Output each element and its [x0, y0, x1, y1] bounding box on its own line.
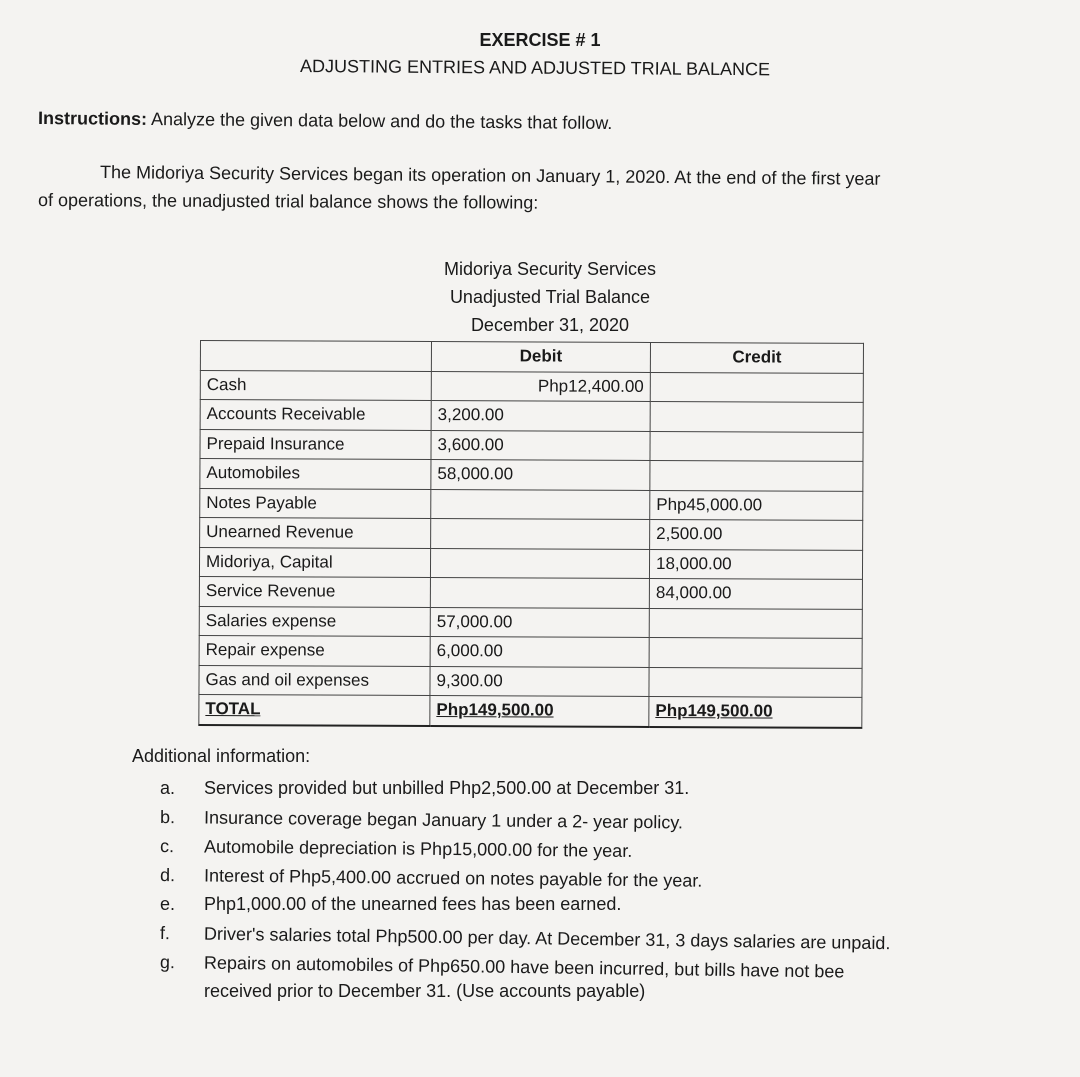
- account-name: Notes Payable: [200, 488, 431, 519]
- header-credit: Credit: [650, 342, 863, 372]
- total-credit: [649, 696, 862, 727]
- item-letter: e.: [160, 894, 176, 914]
- total-debit: [430, 696, 649, 727]
- table-row: [200, 518, 863, 550]
- item-text: Services provided but unbilled Php2,500.00 at December 31.: [204, 778, 690, 798]
- tb-company: Midoriya Security Services: [443, 259, 657, 279]
- table-row: [200, 488, 863, 520]
- debit-amount: 3,600.00: [431, 430, 650, 460]
- list-item-continuation: received prior to December 31. (Use accounts payable): [204, 981, 646, 1001]
- item-text: Interest of Php5,400.00 accrued on notes payable for the year.: [203, 865, 703, 891]
- item-letter: g.: [159, 952, 176, 973]
- item-letter: a.: [160, 778, 176, 798]
- credit-amount: [649, 608, 862, 638]
- credit-amount: [650, 372, 863, 402]
- debit-amount: [431, 489, 650, 519]
- item-text: Php1,000.00 of the unearned fees has been earned.: [204, 894, 622, 914]
- table-row: [199, 635, 862, 667]
- intro-line-1: The Midoriya Security Services began its operation on January 1, 2020. At the end of the first year: [99, 162, 881, 189]
- account-name: Midoriya, Capital: [199, 547, 430, 578]
- debit-amount: 9,300.00: [430, 666, 649, 696]
- additional-info-list: [160, 774, 1080, 1006]
- exercise-subtitle: ADJUSTING ENTRIES AND ADJUSTED TRIAL BALANCE: [299, 56, 771, 80]
- debit-amount: [431, 519, 650, 549]
- account-name: Unearned Revenue: [200, 518, 431, 549]
- instructions-text: Analyze the given data below and do the tasks that follow.: [146, 108, 613, 134]
- account-name: Gas and oil expenses: [199, 665, 430, 696]
- table-row: [199, 665, 862, 697]
- trial-balance-table: [198, 340, 864, 728]
- table-row: [200, 370, 863, 402]
- intro-line-2: of operations, the unadjusted trial balance shows the following:: [37, 190, 539, 213]
- item-letter: c.: [159, 836, 175, 857]
- credit-amount: 18,000.00: [649, 549, 862, 579]
- item-text: Driver's salaries total Php500.00 per day. At December 31, 3 days salaries are unpaid.: [203, 923, 891, 954]
- item-letter: b.: [159, 807, 176, 828]
- table-row: [199, 606, 862, 638]
- header-account: [200, 341, 431, 372]
- instructions: [38, 108, 612, 134]
- additional-info-title: Additional information:: [132, 746, 311, 766]
- total-label-text: TOTAL: [205, 699, 261, 719]
- account-name: Prepaid Insurance: [200, 429, 431, 460]
- item-text: Automobile depreciation is Php15,000.00 for the year.: [203, 836, 633, 861]
- table-header-row: [200, 341, 863, 373]
- total-row: [199, 694, 862, 727]
- total-debit-amount: Php149,500.00: [436, 700, 554, 720]
- credit-amount: [649, 637, 862, 667]
- instructions-label: Instructions:: [37, 108, 148, 129]
- total-label: [199, 694, 430, 725]
- account-name: Salaries expense: [199, 606, 430, 637]
- credit-amount: [650, 460, 863, 490]
- account-name: Automobiles: [200, 459, 431, 490]
- debit-amount: [430, 578, 649, 608]
- credit-amount: [650, 431, 863, 461]
- item-letter: f.: [159, 923, 171, 944]
- debit-amount: 6,000.00: [430, 637, 649, 667]
- account-name: Repair expense: [199, 635, 430, 666]
- account-name: Accounts Receivable: [200, 400, 431, 431]
- debit-amount: 58,000.00: [431, 460, 650, 490]
- table-row: [200, 459, 863, 491]
- list-item: [160, 774, 1080, 803]
- header-debit: Debit: [431, 342, 650, 372]
- debit-amount: Php12,400.00: [431, 371, 650, 401]
- tb-report-name: Unadjusted Trial Balance: [449, 287, 651, 307]
- credit-amount: Php45,000.00: [650, 490, 863, 520]
- table-row: [200, 400, 863, 432]
- credit-amount: 2,500.00: [650, 519, 863, 549]
- item-text: Insurance coverage began January 1 under a 2- year policy.: [203, 807, 684, 833]
- credit-amount: [649, 667, 862, 697]
- credit-amount: 84,000.00: [649, 578, 862, 608]
- total-credit-amount: Php149,500.00: [655, 701, 773, 721]
- debit-amount: 3,200.00: [431, 401, 650, 431]
- table-row: [199, 576, 862, 608]
- debit-amount: 57,000.00: [430, 607, 649, 637]
- debit-amount: [430, 548, 649, 578]
- account-name: Cash: [200, 370, 431, 401]
- tb-date: December 31, 2020: [470, 315, 630, 335]
- item-text: Repairs on automobiles of Php650.00 have been incurred, but bills have not bee: [203, 952, 845, 982]
- item-letter: d.: [159, 865, 176, 886]
- account-name: Service Revenue: [199, 576, 430, 607]
- table-row: [200, 429, 863, 461]
- credit-amount: [650, 401, 863, 431]
- exercise-title: EXERCISE # 1: [479, 30, 601, 50]
- table-row: [199, 547, 862, 579]
